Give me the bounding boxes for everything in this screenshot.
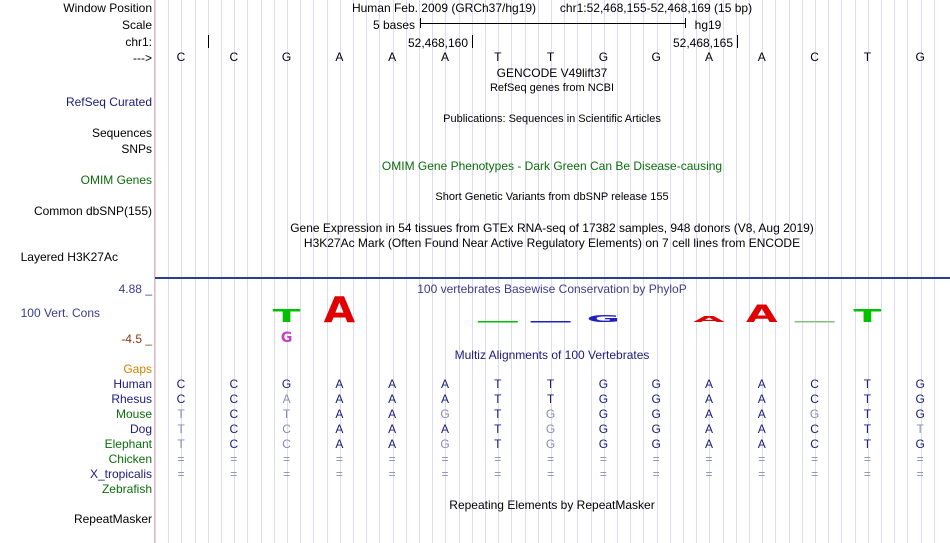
alignment-base: = <box>916 452 924 466</box>
gridline <box>327 0 328 543</box>
alignment-base: = <box>547 452 555 466</box>
reference-base: T <box>494 50 502 64</box>
alignment-base: = <box>441 467 449 481</box>
alignment-base: T <box>546 377 555 391</box>
alignment-base: = <box>599 467 607 481</box>
alignment-base: A <box>704 407 713 421</box>
track-label-sequences[interactable]: Sequences <box>91 126 152 140</box>
alignment-base: A <box>440 422 449 436</box>
phylop-logo-letter: T <box>272 306 301 327</box>
alignment-base: = <box>335 452 343 466</box>
alignment-base: A <box>335 377 344 391</box>
reference-base: T <box>546 50 555 64</box>
alignment-base: = <box>758 467 766 481</box>
alignment-base: A <box>335 407 344 421</box>
alignment-base: G <box>915 392 925 406</box>
alignment-base: G <box>651 422 661 436</box>
gridline <box>274 0 275 543</box>
alignment-base: G <box>598 407 609 421</box>
species-label[interactable]: Human <box>113 377 152 391</box>
alignment-base: A <box>388 422 397 436</box>
alignment-base: G <box>651 437 661 451</box>
alignment-base: T <box>863 422 872 436</box>
reference-base: C <box>176 50 186 64</box>
scale-bar-right-tick <box>685 18 686 28</box>
reference-base: G <box>598 50 609 64</box>
alignment-base: A <box>335 437 344 451</box>
alignment-base: A <box>757 422 766 436</box>
gridline <box>419 0 420 543</box>
scale-bar <box>420 23 685 24</box>
track-label-repeatmasker[interactable]: RepeatMasker <box>73 512 152 526</box>
alignment-base: = <box>388 452 396 466</box>
track-label-gutter <box>0 0 154 543</box>
alignment-base: = <box>388 467 396 481</box>
alignment-base: C <box>810 422 819 436</box>
track-separator <box>155 277 950 279</box>
alignment-base: G <box>598 392 609 406</box>
gridline <box>736 0 737 543</box>
alignment-base: A <box>757 437 766 451</box>
alignment-base: A <box>388 437 397 451</box>
alignment-base: A <box>282 392 291 406</box>
alignment-base: = <box>230 467 238 481</box>
alignment-base: C <box>176 392 186 406</box>
gridline <box>749 0 750 543</box>
alignment-base: G <box>651 377 661 391</box>
gridline <box>168 0 169 543</box>
alignment-base: C <box>810 437 819 451</box>
alignment-base: G <box>598 437 609 451</box>
gridline <box>617 0 618 543</box>
window-position-label: Window Position <box>63 1 152 15</box>
alignment-base: T <box>177 437 185 451</box>
alignment-base: = <box>863 467 871 481</box>
alignment-base: C <box>229 407 239 421</box>
gridline <box>828 0 829 543</box>
window-coords[interactable]: chr1:52,468,155-52,468,169 (15 bp) <box>559 1 753 15</box>
alignment-base: G <box>915 407 925 421</box>
publications-track-title[interactable]: Publications: Sequences in Scientific Articles <box>443 113 661 125</box>
alignment-base: G <box>545 407 556 421</box>
alignment-base: G <box>545 437 556 451</box>
reference-base: A <box>335 50 344 64</box>
alignment-base: T <box>863 407 872 421</box>
species-label[interactable]: Rhesus <box>111 392 152 406</box>
reference-base: G <box>651 50 661 64</box>
alignment-base: G <box>651 392 661 406</box>
alignment-base: C <box>229 437 239 451</box>
assembly-name: Human Feb. 2009 (GRCh37/hg19) <box>351 1 537 15</box>
gridline <box>472 0 473 543</box>
reference-base: A <box>757 50 766 64</box>
alignment-base: T <box>863 392 872 406</box>
species-label[interactable]: Mouse <box>115 407 152 421</box>
alignment-base: = <box>230 452 238 466</box>
alignment-base: T <box>863 377 872 391</box>
alignment-base: A <box>388 377 397 391</box>
gridline <box>855 0 856 543</box>
gridline <box>802 0 803 543</box>
alignment-base: T <box>863 437 872 451</box>
alignment-base: A <box>757 392 766 406</box>
gridline <box>261 0 262 543</box>
alignment-base: G <box>598 377 609 391</box>
chrom-label: chr1: <box>125 35 152 49</box>
alignment-base: = <box>547 467 555 481</box>
alignment-base: = <box>811 452 819 466</box>
alignment-base: = <box>177 452 185 466</box>
reference-base: G <box>281 50 292 64</box>
scale-text: 5 bases <box>372 18 416 32</box>
chrom-start-tick <box>208 35 209 48</box>
gridline <box>195 0 196 543</box>
phylop-logo-letter: A <box>323 289 356 332</box>
position-tick-2 <box>737 35 738 48</box>
track-label-snps[interactable]: SNPs <box>121 142 152 156</box>
alignment-base: = <box>335 467 343 481</box>
cons-max-value: 4.88 _ <box>118 282 152 296</box>
gridline <box>881 0 882 543</box>
alignment-base: T <box>494 377 502 391</box>
gridline <box>247 0 248 543</box>
alignment-base: = <box>177 467 185 481</box>
gridline <box>155 0 156 543</box>
alignment-base: = <box>283 467 291 481</box>
refseq-track-center-label[interactable]: RefSeq genes from NCBI <box>489 82 615 94</box>
alignment-base: A <box>440 377 449 391</box>
gridline <box>353 0 354 543</box>
alignment-base: A <box>757 377 766 391</box>
alignment-base: = <box>652 467 660 481</box>
cons-min-value: -4.5 _ <box>121 332 152 346</box>
gridline <box>696 0 697 543</box>
alignment-base: = <box>441 452 449 466</box>
scale-label: Scale <box>121 18 152 32</box>
gridline <box>459 0 460 543</box>
reference-base: C <box>810 50 819 64</box>
species-label[interactable]: Zebrafish <box>101 482 152 496</box>
phylop-logo-letter: A <box>693 314 725 324</box>
track-label-common-dbsnp[interactable]: Common dbSNP(155) <box>33 204 152 218</box>
alignment-base: A <box>704 437 713 451</box>
scale-db: hg19 <box>694 18 722 32</box>
alignment-base: G <box>915 437 925 451</box>
alignment-base: G <box>651 407 661 421</box>
alignment-base: A <box>335 422 344 436</box>
alignment-base: = <box>652 452 660 466</box>
position-label-2: 52,468,165 <box>672 36 734 50</box>
gencode-track-title[interactable]: GENCODE V49lift37 <box>496 66 608 80</box>
alignment-base: G <box>809 407 820 421</box>
alignment-base: G <box>440 407 450 421</box>
gridline <box>379 0 380 543</box>
track-label-omim-genes[interactable]: OMIM Genes <box>80 173 152 187</box>
dbsnp-track-title[interactable]: Short Genetic Variants from dbSNP release 155 <box>435 191 669 203</box>
track-label-100-vert-cons[interactable]: 100 Vert. Cons <box>20 306 100 320</box>
multiz-track-title[interactable]: Multiz Alignments of 100 Vertebrates <box>454 348 650 362</box>
gridline <box>934 0 935 543</box>
phylop-logo-bar <box>795 321 835 323</box>
reference-base: T <box>863 50 872 64</box>
phylop-logo-letter: G <box>586 312 621 325</box>
gridline <box>894 0 895 543</box>
gridline <box>789 0 790 543</box>
alignment-base: G <box>598 422 609 436</box>
alignment-base: G <box>281 377 292 391</box>
alignment-base: A <box>388 392 397 406</box>
alignment-base: = <box>283 452 291 466</box>
alignment-base: T <box>494 407 502 421</box>
reference-base: A <box>388 50 397 64</box>
phylop-logo-bar <box>478 321 518 323</box>
alignment-base: G <box>915 377 925 391</box>
phylop-logo-negative-letter: G <box>280 330 293 346</box>
gridline <box>775 0 776 543</box>
gridline <box>841 0 842 543</box>
alignment-base: C <box>229 392 239 406</box>
phylop-track-title[interactable]: 100 vertebrates Basewise Conservation by PhyloP <box>417 282 687 296</box>
gridline <box>208 0 209 543</box>
alignment-base: = <box>916 467 924 481</box>
gridline <box>643 0 644 543</box>
alignment-base: = <box>599 452 607 466</box>
repeatmasker-track-title[interactable]: Repeating Elements by RepeatMasker <box>449 498 655 512</box>
gridline <box>221 0 222 543</box>
gridline <box>406 0 407 543</box>
gridline <box>907 0 908 543</box>
position-label-1: 52,468,160 <box>407 36 469 50</box>
alignment-base: A <box>704 422 713 436</box>
reference-base: A <box>440 50 449 64</box>
alignment-base: C <box>810 377 819 391</box>
alignment-base: = <box>758 452 766 466</box>
alignment-base: = <box>705 452 713 466</box>
alignment-base: T <box>494 422 502 436</box>
alignment-base: A <box>757 407 766 421</box>
strand-label: ---> <box>133 51 152 65</box>
track-label-layered-h3k27ac[interactable]: Layered H3K27Ac <box>20 250 118 264</box>
species-label[interactable]: Dog <box>129 422 152 436</box>
alignment-base: A <box>335 392 344 406</box>
species-label[interactable]: Elephant <box>104 437 152 451</box>
alignment-base: C <box>176 377 186 391</box>
gridline <box>630 0 631 543</box>
reference-base: G <box>915 50 925 64</box>
gridline <box>485 0 486 543</box>
reference-base: A <box>704 50 713 64</box>
alignment-base: C <box>229 422 239 436</box>
alignment-base: T <box>494 392 502 406</box>
alignment-base: T <box>177 407 185 421</box>
alignment-base: T <box>282 407 291 421</box>
alignment-base: = <box>705 467 713 481</box>
phylop-logo-bar <box>531 321 571 323</box>
h3k27ac-track-title[interactable]: H3K27Ac Mark (Often Found Near Active Regulatory Elements) on 7 cell lines from ENCODE <box>303 236 801 250</box>
species-label[interactable]: X_tropicalis <box>89 467 152 481</box>
gridline <box>366 0 367 543</box>
alignment-base: = <box>494 467 502 481</box>
gridline <box>683 0 684 543</box>
gridline <box>723 0 724 543</box>
alignment-base: T <box>916 422 924 436</box>
alignment-base: G <box>545 422 556 436</box>
species-label[interactable]: Chicken <box>108 452 152 466</box>
alignment-base: T <box>546 392 555 406</box>
alignment-base: = <box>811 467 819 481</box>
gtex-track-title[interactable]: Gene Expression in 54 tissues from GTEx RNA-seq of 17382 samples, 948 donors (V8, Aug 2019) <box>290 221 814 235</box>
reference-base: C <box>229 50 239 64</box>
track-label-gaps[interactable]: Gaps <box>123 362 152 376</box>
gridline <box>313 0 314 543</box>
gridline <box>670 0 671 543</box>
gridline <box>300 0 301 543</box>
alignment-base: A <box>704 377 713 391</box>
alignment-base: = <box>863 452 871 466</box>
position-tick-1 <box>472 35 473 48</box>
alignment-base: G <box>440 437 450 451</box>
alignment-base: T <box>494 437 502 451</box>
alignment-base: C <box>282 422 291 436</box>
omim-track-title[interactable]: OMIM Gene Phenotypes - Dark Green Can Be Disease-causing <box>381 159 723 173</box>
alignment-base: T <box>177 422 185 436</box>
phylop-logo-letter: T <box>853 306 882 327</box>
alignment-base: A <box>440 392 449 406</box>
gridline <box>432 0 433 543</box>
alignment-base: A <box>388 407 397 421</box>
alignment-base: C <box>810 392 819 406</box>
phylop-logo-letter: A <box>746 299 778 328</box>
track-label-refseq-curated[interactable]: RefSeq Curated <box>65 95 152 109</box>
alignment-base: = <box>494 452 502 466</box>
alignment-base: C <box>282 437 291 451</box>
alignment-base: A <box>704 392 713 406</box>
alignment-base: C <box>229 377 239 391</box>
